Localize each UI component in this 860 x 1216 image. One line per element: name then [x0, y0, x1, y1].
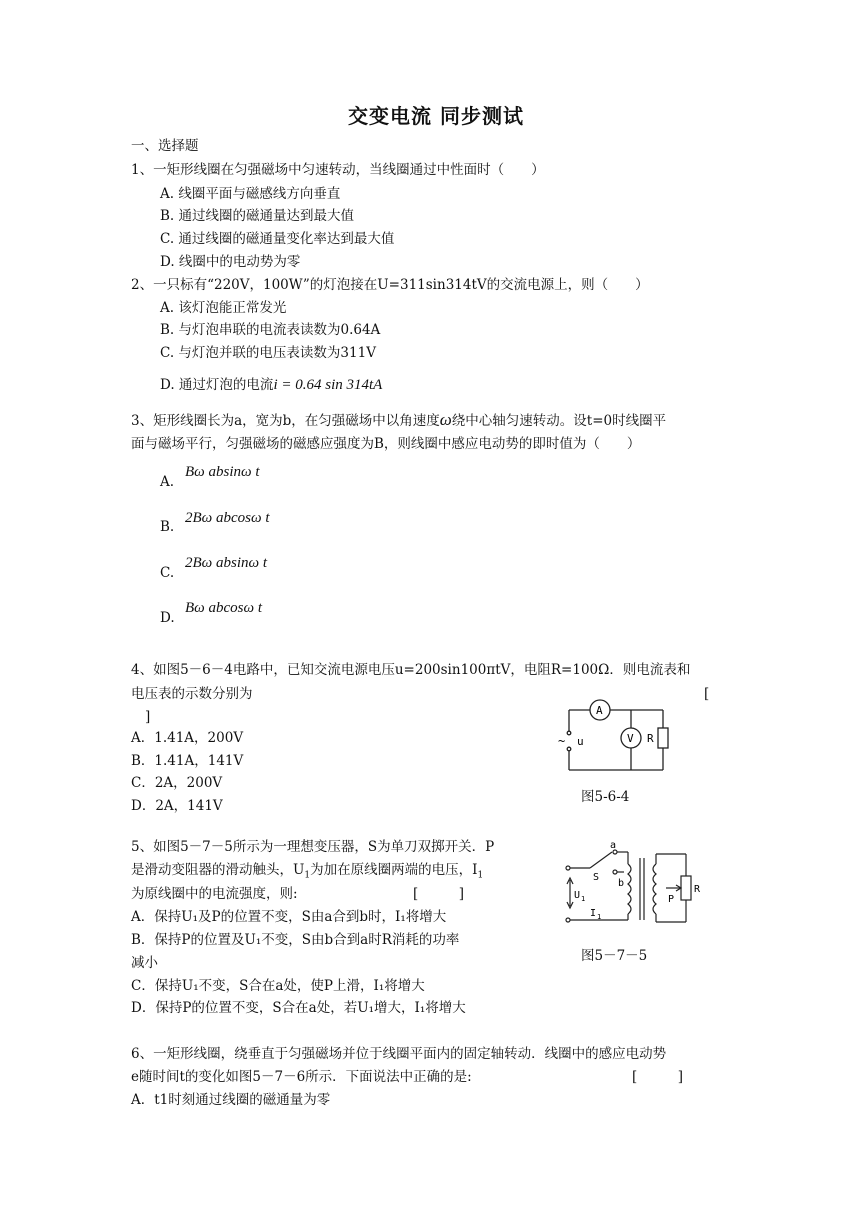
question-5-line-2-sub: 1	[304, 870, 311, 881]
question-3-option-a-label: A.	[160, 474, 175, 490]
label-i1: I	[590, 908, 597, 919]
question-5-bracket: [ ]	[413, 886, 465, 902]
label-u1: U	[574, 890, 581, 901]
question-5-option-b: B．保持P的位置及U₁不变，S由b合到a时R消耗的功率	[131, 932, 460, 948]
secondary-coil	[653, 864, 656, 914]
question-5-option-a: A．保持U₁及P的位置不变，S由a合到b时，I₁将增大	[131, 909, 447, 925]
question-1-stem: 1、一矩形线圈在匀强磁场中匀速转动，当线圈通过中性面时（ ）	[131, 162, 545, 178]
question-2-option-a: A. 该灯泡能正常发光	[160, 300, 287, 316]
question-6-bracket: [ ]	[632, 1069, 684, 1085]
question-4-bracket-open: [	[704, 686, 710, 702]
question-5-line-2-a: 是滑动变阻器的滑动触头，U	[131, 862, 305, 878]
question-3-option-c-formula: 2Bω absinω t	[185, 555, 268, 571]
question-5-option-d: D．保持P的位置不变，S合在a处，若U₁增大，I₁将增大	[131, 1000, 466, 1016]
question-3-line-1-b: 绕中心轴匀速转动。设t=0时线圈平	[451, 413, 667, 429]
question-3-line-1-a: 3、矩形线圈长为a，宽为b，在匀强磁场中以角速度	[131, 413, 440, 429]
question-2-option-d-text: D. 通过灯泡的电流	[160, 377, 274, 393]
question-1-option-a: A. 线圈平面与磁感线方向垂直	[160, 186, 341, 202]
question-5-option-b-cont: 减小	[131, 955, 158, 971]
label-a: a	[610, 840, 617, 851]
label-b: b	[618, 878, 625, 889]
question-1-option-d: D. 线圈中的电动势为零	[160, 254, 301, 270]
resistor-label: R	[647, 732, 654, 745]
question-5-option-c: C．保持U₁不变，S合在a处，使P上滑，I₁将增大	[131, 978, 425, 994]
question-5-line-1: 5、如图5－7－5所示为一理想变压器，S为单刀双掷开关．P	[131, 839, 495, 855]
question-3-line-2: 面与磁场平行，匀强磁场的磁感应强度为B，则线圈中感应电动势的即时值为（ ）	[131, 436, 641, 452]
question-4-option-b: B．1.41A，141V	[131, 753, 244, 769]
question-4-line-2: 电压表的示数分别为	[131, 686, 253, 702]
question-5-line-2	[131, 860, 483, 886]
question-5-line-2-sub2: 1	[477, 870, 484, 881]
question-3-option-a-formula: Bω absinω t	[185, 464, 260, 480]
question-3-option-d-formula: Bω abcosω t	[185, 600, 263, 616]
question-6-option-a: A．t1时刻通过线圈的磁通量为零	[131, 1092, 331, 1108]
question-2-option-d	[160, 375, 382, 395]
question-1-option-b: B. 通过线圈的磁通量达到最大值	[160, 208, 355, 224]
question-3-option-b-formula: 2Bω abcosω t	[185, 510, 270, 526]
question-3-line-1	[131, 410, 666, 431]
label-r: R	[694, 884, 701, 895]
ammeter-label: A	[596, 704, 603, 717]
question-2-stem: 2、一只标有“220V，100W”的灯泡接在U=311sin314tV的交流电源上，则（ ）	[131, 277, 649, 293]
resistor	[658, 728, 668, 748]
rheostat	[681, 876, 691, 900]
question-6-line-1: 6、一矩形线圈，绕垂直于匀强磁场并位于线圈平面内的固定轴转动．线圈中的感应电动势	[131, 1046, 667, 1062]
page-title: 交变电流 同步测试	[348, 104, 524, 128]
section-heading: 一、选择题	[131, 138, 199, 154]
label-u1-sub: 1	[581, 895, 586, 903]
question-3-option-b-label: B.	[160, 519, 175, 535]
omega-symbol: ω	[439, 410, 452, 429]
figure-5-7-5-transformer	[560, 840, 720, 935]
question-2-option-d-formula: i = 0.64 sin 314tA	[273, 377, 383, 393]
terminal-b	[613, 870, 617, 874]
figure-5-6-4-caption: 图5-6-4	[581, 789, 630, 805]
question-3-option-d-label: D.	[160, 610, 175, 626]
question-3-option-c-label: C.	[160, 565, 175, 581]
question-6-line-2: e随时间t的变化如图5－7－6所示．下面说法中正确的是:	[131, 1069, 472, 1085]
question-4-line-1: 4、如图5－6－4电路中，已知交流电源电压u=200sin100πtV，电阻R=100Ω．则电流表和	[131, 662, 691, 678]
question-4-option-a: A．1.41A，200V	[131, 730, 244, 746]
question-5-line-3: 为原线圈中的电流强度，则:	[131, 886, 298, 902]
question-5-line-2-b: 为加在原线圈两端的电压，I	[310, 862, 478, 878]
source-label: u	[577, 735, 584, 748]
label-s: S	[593, 872, 600, 883]
question-4-option-d: D．2A，141V	[131, 798, 223, 814]
primary-coil	[628, 864, 631, 914]
question-4-option-c: C．2A，200V	[131, 775, 223, 791]
question-2-option-b: B. 与灯泡串联的电流表读数为0.64A	[160, 322, 381, 338]
label-i1-sub: 1	[597, 913, 602, 921]
question-2-option-c: C. 与灯泡并联的电压表读数为311V	[160, 345, 376, 361]
source-symbol: ~	[558, 734, 566, 748]
voltmeter-label: V	[627, 732, 634, 745]
switch-s	[590, 852, 612, 868]
question-1-option-c: C. 通过线圈的磁通量变化率达到最大值	[160, 231, 395, 247]
label-p: P	[668, 894, 675, 905]
question-4-bracket-close: ]	[145, 709, 151, 725]
figure-5-6-4-circuit	[555, 695, 685, 780]
figure-5-7-5-caption: 图5－7－5	[581, 948, 648, 964]
